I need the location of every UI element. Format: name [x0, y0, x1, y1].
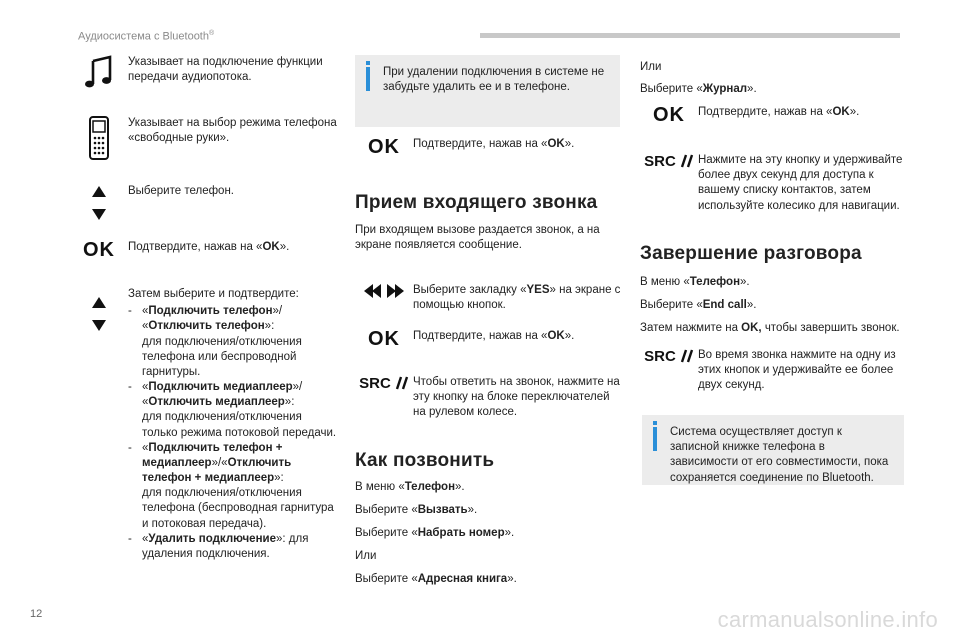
info-note: Система осуществляет доступ к записной книжке телефона в зависимости от его совместимости, пока сохраняется соединение по Bluetooth. — [642, 415, 904, 485]
ok-button-icon: OK — [368, 136, 400, 158]
up-down-arrows-icon — [70, 184, 128, 222]
watermark: carmanualsonline.info — [717, 607, 938, 632]
incoming-text: При входящем вызове раздается звонок, а на экране появляется сообщение. — [355, 224, 600, 252]
select-phone-row: Выберите телефон. — [70, 184, 234, 222]
heading-make-call: Как позвонить — [355, 450, 495, 471]
instruction-text: Затем выберите и подтвердите: — [128, 288, 299, 300]
options-list — [128, 304, 340, 562]
mobile-phone-icon — [70, 116, 128, 160]
end-call-row: SRC Во время звонка нажмите на одну из этих кнопок и удерживайте ее более двух секунд. — [640, 348, 905, 394]
heading-end-call: Завершение разговора — [640, 243, 862, 264]
handsfree-row: Указывает на выбор режима телефона «свободные руки». — [70, 116, 340, 160]
info-note: При удалении подключения в системе не забудьте удалить ее и в телефоне. — [355, 55, 620, 127]
select-log-text: Выберите «Журнал». — [640, 83, 757, 95]
confirm-ok-row: OK Подтвердите, нажав на «OK». — [640, 105, 859, 125]
or-text: Или — [355, 550, 377, 562]
list-item: - «Удалить подключение»: для удаления подключения. — [128, 532, 340, 562]
menu-text: В меню «Телефон». — [355, 481, 465, 493]
info-icon — [366, 61, 370, 65]
heading-incoming-call: Прием входящего звонка — [355, 192, 598, 213]
up-down-arrows-icon — [70, 287, 128, 562]
answer-row: SRC Чтобы ответить на звонок, нажмите на эту кнопку на блоке переключателей на рулевом колесе. — [355, 375, 621, 421]
select-end-text: Выберите «End call». — [640, 299, 757, 311]
confirm-ok-row: OK Подтвердите, нажав на «OK». — [355, 329, 574, 349]
left-right-arrows-icon — [355, 283, 413, 313]
ok-button-icon: OK — [83, 239, 115, 261]
music-note-icon — [70, 55, 128, 89]
audio-stream-row: Указывает на подключение функции передачи аудиопотока. — [70, 55, 340, 89]
select-dial-text: Выберите «Набрать номер». — [355, 527, 515, 539]
page-number: 12 — [30, 608, 43, 620]
contacts-row: SRC Нажмите на эту кнопку и удерживайте более двух секунд для доступа к вашему списку контактов, затем используйте колесико для навигации. — [640, 153, 905, 214]
or-text: Или — [640, 61, 662, 73]
list-item: - «Подключить медиаплеер»/ «Отключить медиаплеер»: для подключения/отключения только режима потоковой передачи. — [128, 380, 340, 441]
src-phone-button-icon: SRC — [355, 375, 413, 421]
confirm-ok-row: OK Подтвердите, нажав на «OK». — [70, 240, 289, 260]
options-row — [70, 287, 340, 562]
list-item: - «Подключить телефон + медиаплеер»/«Отключить телефон + медиаплеер»: для подключения/отключения телефона (беспроводная гарнитура и потоковая передача). — [128, 441, 340, 532]
info-icon — [653, 421, 657, 425]
list-item: - «Подключить телефон»/ «Отключить телефон»: для подключения/отключения телефона или беспроводной гарнитуры. — [128, 304, 340, 380]
confirm-ok-row: OK Подтвердите, нажав на «OK». — [355, 137, 574, 157]
select-book-text: Выберите «Адресная книга». — [355, 573, 517, 585]
select-tab-row: Выберите закладку «YES» на экране с помощью кнопок. — [355, 283, 621, 313]
ok-button-icon: OK — [653, 104, 685, 126]
select-call-text: Выберите «Вызвать». — [355, 504, 478, 516]
src-phone-button-icon: SRC — [640, 348, 698, 394]
ok-button-icon: OK — [368, 328, 400, 350]
then-ok-text: Затем нажмите на OK, чтобы завершить звонок. — [640, 322, 900, 334]
header-divider — [480, 33, 900, 38]
section-title: Аудиосистема с Bluetooth® — [78, 30, 215, 43]
src-phone-button-icon: SRC — [640, 153, 698, 214]
menu-text: В меню «Телефон». — [640, 276, 750, 288]
